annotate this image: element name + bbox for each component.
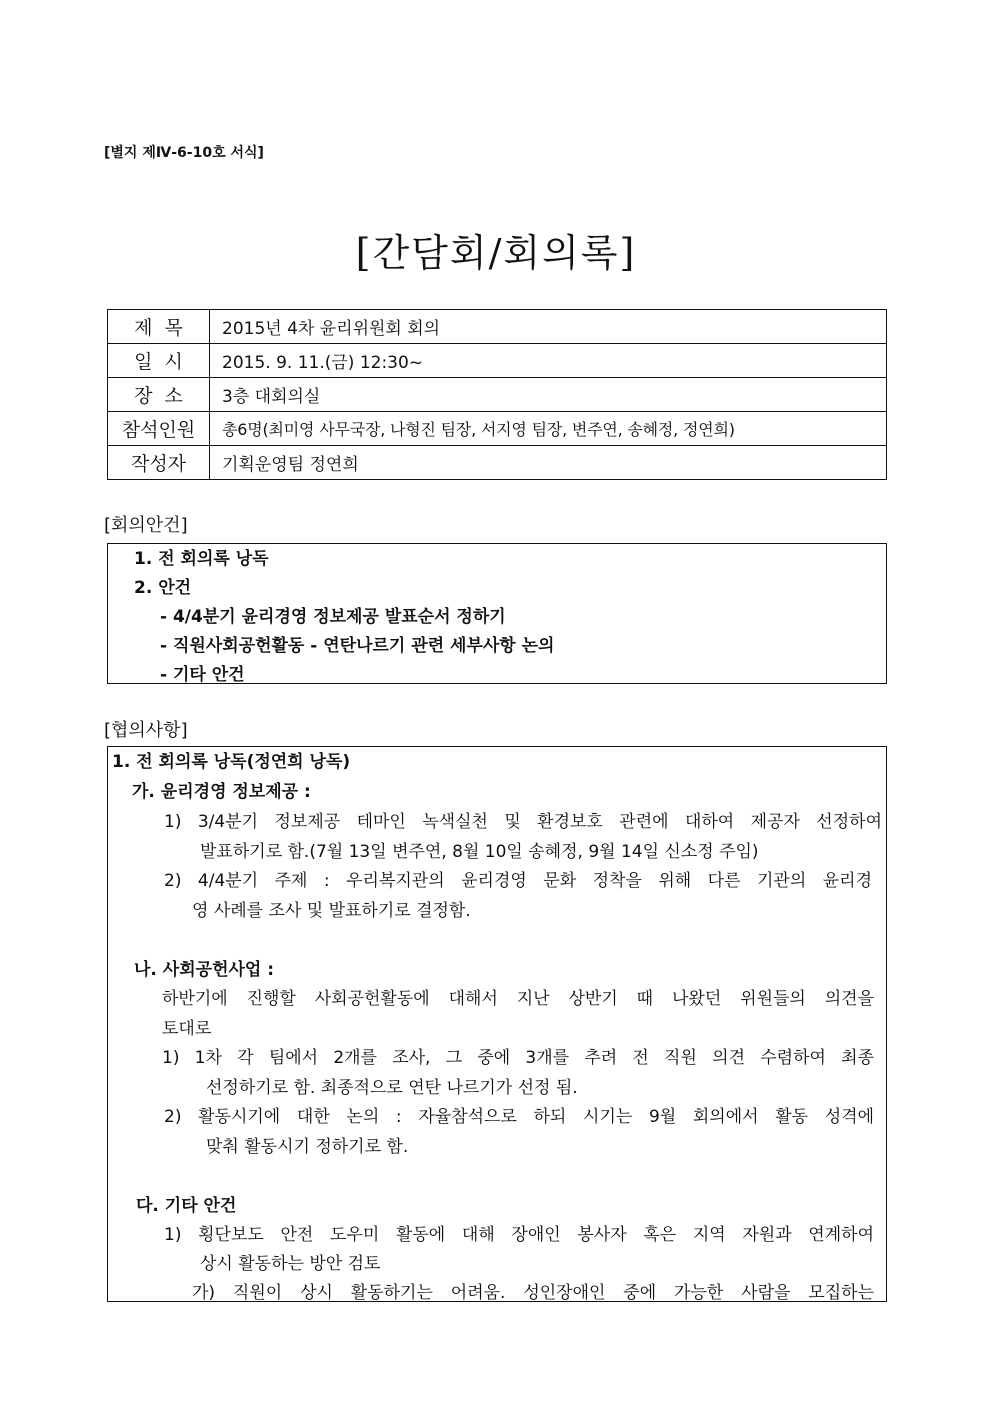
author-row <box>108 446 887 480</box>
discussion-item-title: 1. 전 회의록 낭독(정연희 낭독) <box>112 752 351 772</box>
na-paragraph-line-2: 토대로 <box>162 1019 212 1039</box>
agenda-item: 1. 전 회의록 낭독 <box>134 549 269 569</box>
agenda-item: - 직원사회공헌활동 - 연탄나르기 관련 세부사항 논의 <box>160 636 555 656</box>
place-value: 3층 대회의실 <box>210 378 887 412</box>
attendees-row <box>108 412 887 446</box>
section-ga-title: 가. 윤리경영 정보제공 : <box>132 782 311 802</box>
document-title: [간담회/회의록] <box>355 231 637 275</box>
date-value: 2015. 9. 11.(금) 12:30~ <box>210 344 887 378</box>
ga-item-1-line-2: 발표하기로 함.(7월 13일 변주연, 8월 10일 송혜정, 9월 14일 신소정 주임) <box>200 842 759 862</box>
agenda-item: - 4/4분기 윤리경영 정보제공 발표순서 정하기 <box>160 607 506 627</box>
agenda-box <box>107 543 887 684</box>
da-item-1-line-2: 상시 활동하는 방안 검토 <box>200 1254 381 1274</box>
da-item-1-line-1: 1) 횡단보도 안전 도우미 활동에 대해 장애인 봉사자 혹은 지역 자원과 연계하여 <box>164 1225 874 1245</box>
date-label: 일 시 <box>108 344 210 378</box>
agenda-item: - 기타 안건 <box>160 665 245 685</box>
discussion-heading: [협의사항] <box>104 720 188 741</box>
date-row <box>108 344 887 378</box>
da-subitem-ga-line-1: 가) 직원이 상시 활동하기는 어려움. 성인장애인 중에 가능한 사람을 모집하는 <box>192 1283 874 1303</box>
ga-item-1-line-1: 1) 3/4분기 정보제공 테마인 녹색실천 및 환경보호 관련에 대하여 제공자 선정하여 <box>164 812 882 832</box>
na-paragraph-line-1: 하반기에 진행할 사회공헌활동에 대해서 지난 상반기 때 나왔던 위원들의 의견을 <box>162 989 874 1009</box>
subject-row <box>108 310 887 344</box>
ga-item-2-line-1: 2) 4/4분기 주제 : 우리복지관의 윤리경영 문화 정착을 위해 다른 기관의 윤리경 <box>164 871 872 891</box>
author-value: 기획운영팀 정연희 <box>210 446 887 480</box>
agenda-heading: [회의안건] <box>104 515 188 536</box>
na-item-2-line-2: 맞춰 활동시기 정하기로 함. <box>206 1137 409 1157</box>
subject-label: 제 목 <box>108 310 210 344</box>
form-code: [별지 제Ⅳ-6-10호 서식] <box>104 145 264 161</box>
na-item-1-line-2: 선정하기로 함. 최종적으로 연탄 나르기가 선정 됨. <box>206 1078 578 1098</box>
discussion-box <box>107 746 887 1302</box>
place-row <box>108 378 887 412</box>
section-na-title: 나. 사회공헌사업 : <box>134 960 275 980</box>
subject-value: 2015년 4차 윤리위원회 회의 <box>210 310 887 344</box>
meeting-info-table <box>107 309 887 480</box>
agenda-item: 2. 안건 <box>134 578 192 598</box>
section-da-title: 다. 기타 안건 <box>136 1196 237 1216</box>
attendees-value: 총6명(최미영 사무국장, 나형진 팀장, 서지영 팀장, 변주연, 송혜정, 정연희) <box>210 412 887 446</box>
place-label: 장 소 <box>108 378 210 412</box>
ga-item-2-line-2: 영 사례를 조사 및 발표하기로 결정함. <box>192 901 471 921</box>
author-label: 작성자 <box>108 446 210 480</box>
na-item-2-line-1: 2) 활동시기에 대한 논의 : 자율참석으로 하되 시기는 9월 회의에서 활동 성격에 <box>164 1107 874 1127</box>
na-item-1-line-1: 1) 1차 각 팀에서 2개를 조사, 그 중에 3개를 추려 전 직원 의견 수렴하여 최종 <box>162 1048 874 1068</box>
attendees-label: 참석인원 <box>108 412 210 446</box>
